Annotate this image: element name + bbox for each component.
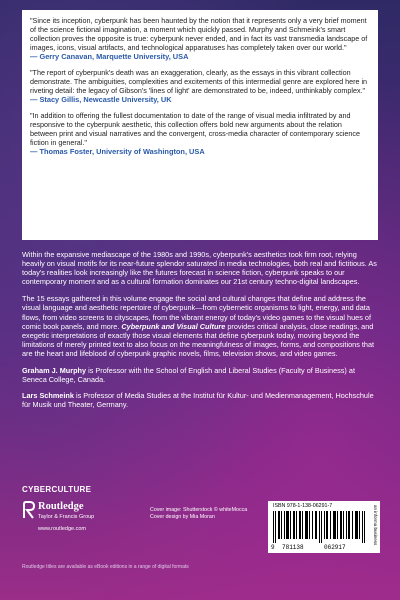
publisher-block [22,500,142,550]
author-bio-2 [22,391,378,409]
review-1 [30,16,370,61]
author-name: Graham J. Murphy [22,366,87,376]
review-3 [30,111,370,156]
barcode-bars [273,511,368,543]
publisher-name: Routledge [38,501,84,512]
description-paragraph-1: Within the expansive mediascape of the 1980s and 1990s, cyberpunk's aesthetics took firm root, relying heavily on visual motifs for its near-future splendor saturated in media technologies, both real and fictitious. As today's realities look increasingly like the futures forecast in science fiction, cyberpunk speaks to our contemporary moment and as a cultural formation dominates our 21st century techno-digital landscapes. [22,250,377,287]
cover-design-credit: Cover design by Mia Moran [150,514,215,520]
book-title-inline: Cyberpunk and Visual Culture [121,321,226,331]
description-paragraph-2 [22,294,378,358]
cover-image-credit: Cover image: Shutterstock © whiteMocca [150,507,248,513]
description-text: The 15 essays gathered in this volume engage the social and cultural changes that define and address the visual language and aesthetic repertoire of cyberpunk—from cybernetic organisms to light, energy, and data flows, from video screens to cityscapes, from the vibrant energy of today's video games to the visual hues of comic book panels, and more. [22,294,371,331]
subject-category: CYBERCULTURE [22,485,92,494]
routledge-logo-icon [22,500,36,520]
review-attribution: — Gerry Canavan, Marquette University, USA [30,52,189,61]
author-bio-1 [22,366,378,384]
barcode [268,501,380,553]
review-quote: "Since its inception, cyberpunk has been haunted by the notion that it represents only a very brief moment of the science fictional imagination, a moment which quickly passed. Murphy and Schmeink's smart collection proves the opposite is true: cyberpunk never ended, and in fact its vast transmedia landscape of images, icons, visual artifacts, and technological apparatuses has completely taken over our world." [30,16,368,52]
isbn-label: ISBN 978-1-138-06291-7 [273,503,333,509]
publisher-url: www.routledge.com [38,526,86,532]
review-attribution: — Stacy Gillis, Newcastle University, UK [30,95,172,104]
barcode-digit-first: 9 [271,544,275,551]
author-bio-text: is Professor with the School of English and Liberal Studies (Faculty of Business) at Seneca College, Canada. [22,366,355,385]
publisher-group: Taylor & Francis Group [38,514,95,520]
barcode-digits-group-2: 062917 [324,544,346,551]
review-quote: "The report of cyberpunk's death was an exaggeration, clearly, as the essays in this vibrant collection demonstrate. The ambiguities, complexities and excitements of this intermedial genre are explored here in riveting detail: the legacy of Gibson's 'lines of light' are demonstrated to be, indeed, unthinkably complex." [30,68,368,95]
author-bio-text: is Professor of Media Studies at the Institut für Kultur- und Medienmanagement, Hochschule für Musik und Theater, Germany. [22,391,374,410]
book-description [22,250,378,416]
description-text: provides critical analysis, close readings, and exegetic interpretations of exactly those visual elements that define cyberpunk today, moving beyond the limitations of merely printed text to also focus on the meaningfulness of images, forms, and compositions that are the heart and lifeblood of cyberpunk graphic novels, films, television shows, and video games. [22,321,375,358]
cover-credits [150,507,280,521]
footer-note: Routledge titles are available as eBook editions in a range of digital formats [22,564,189,570]
author-name: Lars Schmeink [22,391,74,401]
barcode-digits-group-1: 781138 [282,544,304,551]
review-panel [22,10,378,240]
review-attribution: — Thomas Foster, University of Washington, USA [30,147,205,156]
barcode-side-text: an informa business [373,505,378,546]
review-quote: "In addition to offering the fullest documentation to date of the range of visual media infiltrated by and responsive to the cyberpunk aesthetic, this collection offers bold new arguments about the relation between print and visual narratives and the convergent, cross-media character of contemporary science fiction in general." [30,111,360,147]
review-2 [30,68,370,104]
